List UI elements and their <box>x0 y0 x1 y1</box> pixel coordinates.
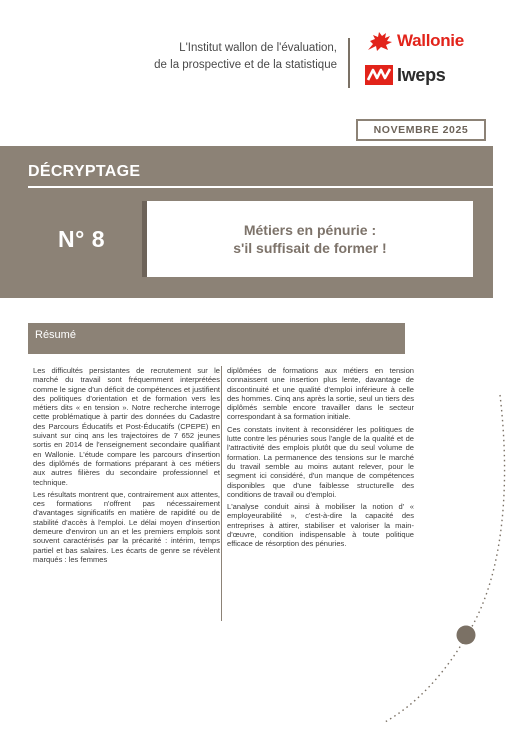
abstract-paragraph: Ces constats invitent à reconsidérer les politiques de lutte contre les pénuries sous l'angle de la qualité et de l'attractivité des emplois plutôt que du seul volume de formation. La permanence des tensions sur le marché du travail semble au moins autant relever, pour le segment ici considéré, d'un manque de compétences disponibles que d'une faiblesse structurelle des conditions de travail ou d'emploi. <box>227 424 414 499</box>
institute-tagline <box>70 40 337 74</box>
resume-heading: Résumé <box>28 323 405 354</box>
iweps-wordmark: Iweps <box>397 64 446 85</box>
iweps-mark-icon <box>364 64 394 86</box>
abstract-column-right <box>227 366 414 552</box>
iweps-logo[interactable] <box>364 64 446 86</box>
decorative-dot <box>457 626 476 645</box>
title-box <box>142 201 473 277</box>
series-label: DÉCRYPTAGE <box>28 163 141 180</box>
issue-number: N° 8 <box>58 226 105 252</box>
institute-line-1: L'Institut wallon de l'évaluation, <box>179 42 337 54</box>
wallonie-logo[interactable] <box>364 30 464 52</box>
abstract-paragraph: L'analyse conduit ainsi à mobiliser la notion d' « employeurabilité », c'est-à-dire la capacité des entreprises à attirer, stabiliser et valoriser la main-d'œuvre, condition indispensable à toute politique efficace de résorption des pénuries. <box>227 502 414 549</box>
header-divider <box>348 38 350 88</box>
band-divider <box>28 186 493 188</box>
institute-line-2: de la prospective et de la statistique <box>154 59 337 71</box>
publication-date: NOVEMBRE 2025 <box>356 119 486 141</box>
abstract-paragraph: Les difficultés persistantes de recrutement sur le marché du travail sont fréquemment interprétées comme le signe d'un déficit de compétences et justifient des politiques d'orientation et de formation vers les métiers dits « en tension ». Notre recherche interroge cette problématique à partir des données du Cadastre des Parcours Éducatifs et Post-Éducatifs (CPEPE) en suivant sur cinq ans les trajectoires de 7 652 jeunes sortis en 2014 de l'enseignement secondaire qualifiant en Wallonie. L'étude compare les parcours d'insertion des diplômés de formations préparant à ces métiers aux autres filières du secondaire professionnel et technique. <box>33 366 220 487</box>
column-divider <box>221 366 222 621</box>
abstract-column-left <box>33 366 220 567</box>
wallonie-wordmark: Wallonie <box>397 31 464 50</box>
abstract-paragraph: diplômées de formations aux métiers en tension connaissent une insertion plus lente, davantage de discontinuité et une qualité d'emploi inférieure à celle des hommes. Cinq ans après la sortie, seul un tiers des diplômés semble encore travailler dans le secteur correspondant à sa formation initiale. <box>227 366 414 422</box>
title-line-2: s'il suffisait de former ! <box>233 240 387 256</box>
rooster-icon <box>364 30 394 52</box>
abstract-paragraph: Les résultats montrent que, contrairement aux attentes, ces formations n'offrent pas nécessairement d'avantages significatifs en matière de rapidité ou de stabilité d'accès à l'emploi. Le délai moyen d'insertion demeure d'environ un an et les premiers emplois sont souvent caractérisés par la précarité : intérim, temps partiel et bas salaires. Les écarts de genre se révèlent marqués : les femmes <box>33 489 220 564</box>
title-line-1: Métiers en pénurie : <box>243 222 377 238</box>
